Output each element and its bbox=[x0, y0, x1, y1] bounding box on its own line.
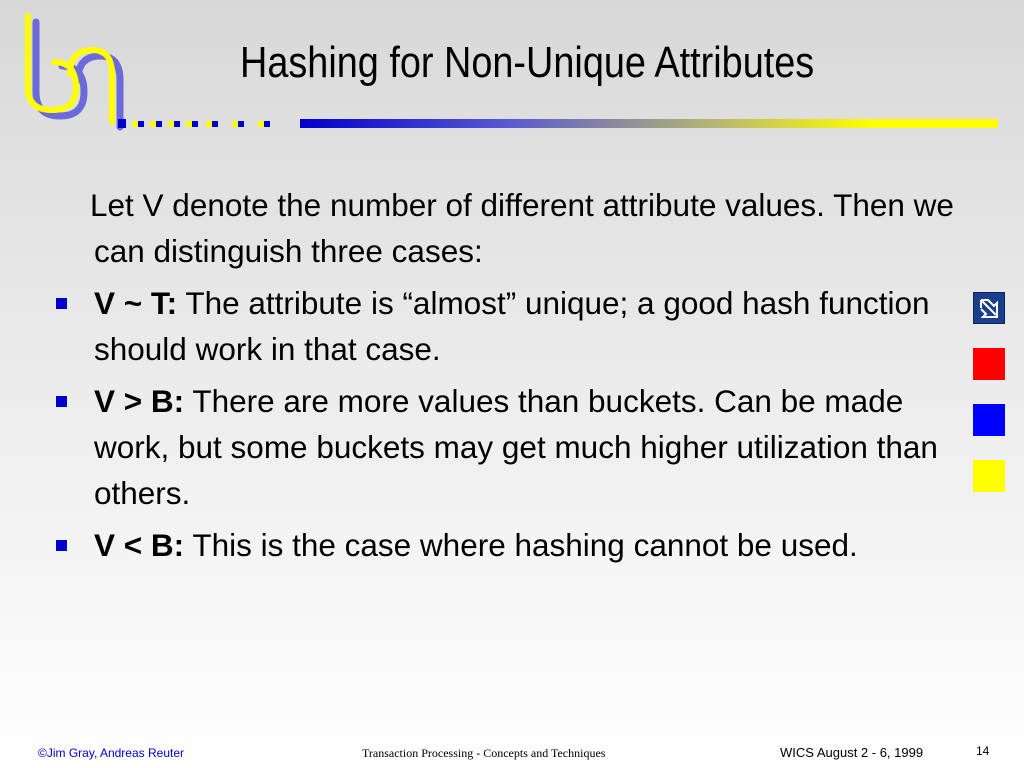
square-bullet-icon bbox=[56, 298, 67, 309]
square-bullet-icon bbox=[56, 540, 67, 551]
blue-square-button[interactable] bbox=[973, 404, 1005, 436]
footer-event: WICS August 2 - 6, 1999 bbox=[780, 745, 924, 760]
bullet-item bbox=[52, 522, 962, 568]
square-bullet-icon bbox=[56, 396, 67, 407]
title-underline-bar bbox=[300, 119, 998, 128]
back-arrow-icon[interactable] bbox=[973, 292, 1005, 324]
red-square-button[interactable] bbox=[973, 348, 1005, 380]
bullet-item bbox=[52, 280, 962, 372]
bullet-text: There are more values than buckets. Can be made work, but some buckets may get much higher utilization than others. bbox=[94, 383, 938, 511]
bullet-text: The attribute is “almost” unique; a good hash function should work in that case. bbox=[94, 285, 930, 367]
slide-nav-buttons bbox=[973, 292, 1009, 516]
footer-course-title: Transaction Processing - Concepts and Techniques bbox=[362, 746, 606, 760]
footer-copyright: ©Jim Gray, Andreas Reuter bbox=[38, 746, 185, 760]
yellow-square-button[interactable] bbox=[973, 460, 1005, 492]
bullet-term: V > B: bbox=[94, 383, 185, 419]
bullet-term: V ~ T: bbox=[94, 285, 178, 321]
bullet-text: This is the case where hashing cannot be used. bbox=[184, 527, 858, 563]
bullet-term: V < B: bbox=[94, 527, 185, 563]
slide-body bbox=[52, 182, 962, 574]
bullet-item bbox=[52, 378, 962, 516]
page-number: 14 bbox=[976, 744, 990, 758]
back-arrow-icon-graphic bbox=[974, 293, 1004, 323]
intro-paragraph: Let V denote the number of different attribute values. Then we can distinguish three cases: bbox=[90, 187, 954, 269]
slide-title: Hashing for Non-Unique Attributes bbox=[240, 38, 815, 87]
